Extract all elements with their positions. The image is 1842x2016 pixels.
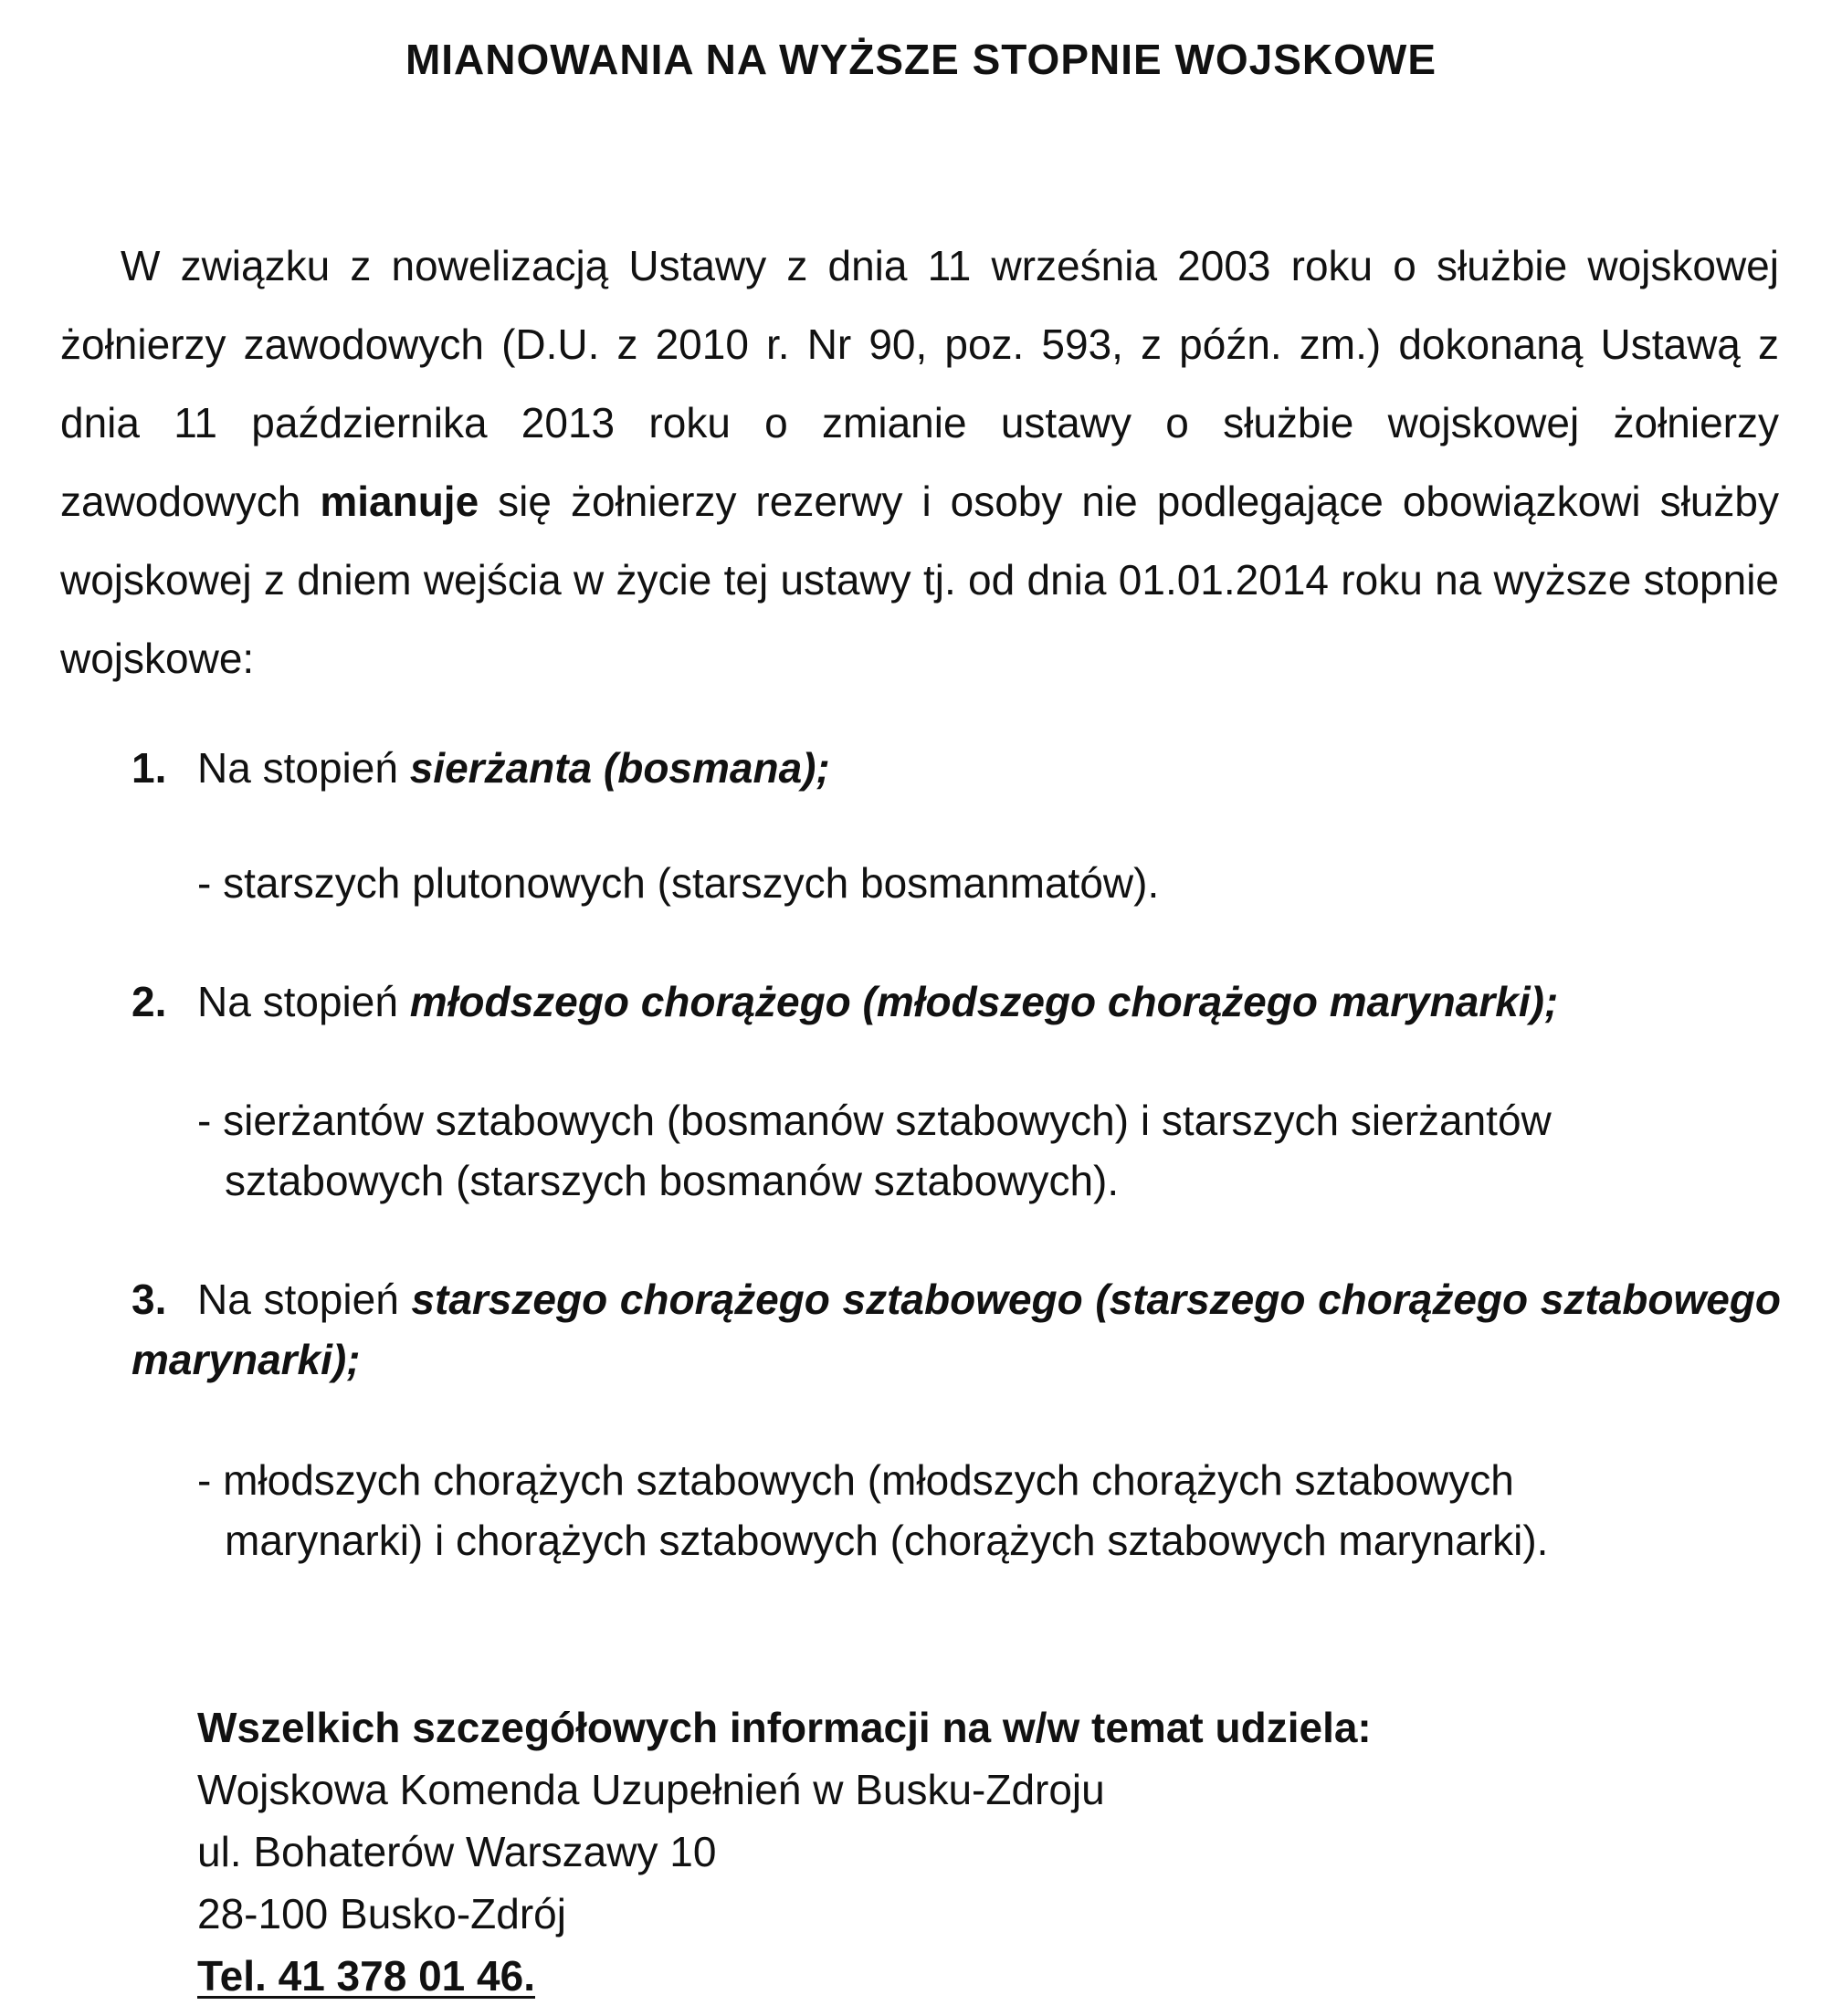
intro-text-part2: się żołnierzy rezerwy i osoby nie podlegające obowiązkowi służby wojskowej z dniem wejścia w życie tej ustawy tj. od dnia 01.01.2014 roku na wyższe stopnie wojskowe: <box>60 478 1779 682</box>
contact-organization: Wojskowa Komenda Uzupełnień w Busku-Zdroju <box>197 1766 1105 1813</box>
rank-item-number: 2. <box>132 978 167 1025</box>
eligible-line-1: - sierżantów sztabowych (bosmanów sztabowych) i starszych sierżantów <box>197 1097 1552 1144</box>
rank-item-rank: młodszego chorążego (młodszego chorążego marynarki); <box>409 978 1559 1025</box>
document-title: MIANOWANIA NA WYŻSZE STOPNIE WOJSKOWE <box>405 36 1437 83</box>
rank-item-1 <box>132 738 1781 798</box>
rank-item-number: 1. <box>132 744 167 792</box>
contact-city: 28-100 Busko-Zdrój <box>197 1890 566 1937</box>
eligible-line-1: - młodszych chorążych sztabowych (młodszych chorążych sztabowych <box>197 1456 1514 1504</box>
rank-item-rank: sierżanta (bosmana); <box>409 744 830 792</box>
eligible-line-2: marynarki) i chorążych sztabowych (chorążych sztabowych marynarki). <box>225 1517 1549 1564</box>
rank-item-3 <box>132 1269 1781 1390</box>
intro-text-part1: W związku z nowelizacją Ustawy z dnia 11 września 2003 roku o służbie wojskowej żołnierzy zawodowych (D.U. z 2010 r. Nr 90, poz. 593, z późn. zm.) dokonaną Ustawą z dnia 11 października 2013 roku o zmianie ustawy o służbie wojskowej żołnierzy zawodowych <box>60 242 1779 525</box>
contact-heading: Wszelkich szczegółowych informacji na w/w temat udziela: <box>197 1704 1372 1751</box>
rank-item-prefix: Na stopień <box>197 1276 412 1323</box>
rank-item-1-eligible <box>197 853 1704 913</box>
rank-item-prefix: Na stopień <box>197 978 410 1025</box>
rank-item-number: 3. <box>132 1276 167 1323</box>
rank-item-prefix: Na stopień <box>197 744 410 792</box>
rank-item-rank: starszego chorążego sztabowego (starszego chorążego sztabowego marynarki); <box>132 1276 1781 1383</box>
contact-street: ul. Bohaterów Warszawy 10 <box>197 1828 717 1875</box>
contact-phone: Tel. 41 378 01 46. <box>197 1952 535 2000</box>
rank-item-2-eligible <box>197 1090 1704 1211</box>
rank-item-2 <box>132 971 1781 1032</box>
eligible-line-1: - starszych plutonowych (starszych bosmanmatów). <box>197 859 1160 907</box>
intro-paragraph <box>60 226 1779 698</box>
contact-block <box>197 1696 1372 2007</box>
rank-item-3-eligible <box>197 1450 1704 1570</box>
eligible-line-2: sztabowych (starszych bosmanów sztabowych). <box>225 1157 1120 1204</box>
intro-emphasis: mianuje <box>320 478 479 525</box>
